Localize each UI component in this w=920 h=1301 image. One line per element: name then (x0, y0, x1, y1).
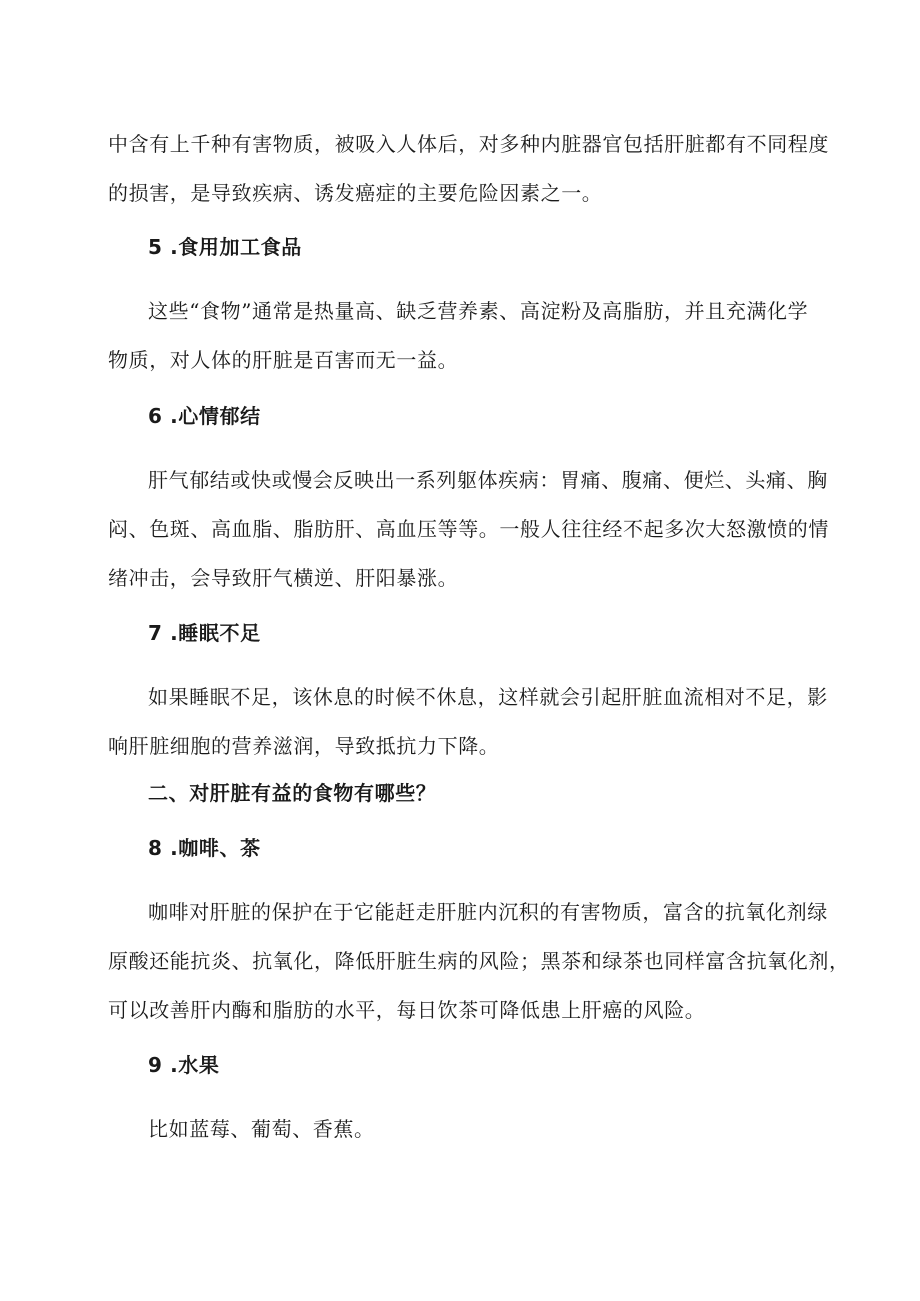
section-5-paragraph-line-1: 这些“食物”通常是热量高、缺乏营养素、高淀粉及高脂肪，并且充满化学 (148, 299, 809, 323)
section-9-paragraph-line-1: 比如蓝莓、葡萄、香蕉。 (148, 1117, 375, 1141)
section-7-heading: 7 .睡眠不足 (148, 621, 261, 645)
section-7-paragraph-line-2: 响肝脏细胞的营养滋润，导致抵抗力下降。 (108, 734, 500, 758)
section-8-paragraph-line-3: 可以改善肝内酶和脂肪的水平，每日饮茶可降低患上肝癌的风险。 (108, 998, 706, 1022)
section-7-paragraph-line-1: 如果睡眠不足，该休息的时候不休息，这样就会引起肝脏血流相对不足，影 (148, 685, 828, 709)
section-5-paragraph-line-2: 物质，对人体的肝脏是百害而无一益。 (108, 348, 459, 372)
section-8-paragraph-line-1: 咖啡对肝脏的保护在于它能赶走肝脏内沉积的有害物质，富含的抗氧化剂绿 (148, 900, 828, 924)
section-8-paragraph-line-2: 原酸还能抗炎、抗氧化，降低肝脏生病的风险；黑茶和绿茶也同样富含抗氧化剂， (108, 949, 850, 973)
section-6-paragraph-line-2: 闷、色斑、高血脂、脂肪肝、高血压等等。一般人往往经不起多次大怒激愤的情 (108, 517, 829, 541)
section-6-paragraph-line-3: 绪冲击，会导致肝气横逆、肝阳暴涨。 (108, 566, 459, 590)
section-6-paragraph-line-1: 肝气郁结或快或慢会反映出一系列躯体疾病：胃痛、腹痛、便烂、头痛、胸 (148, 468, 828, 492)
section-6-heading: 6 .心情郁结 (148, 404, 261, 428)
part-2-heading: 二、对肝脏有益的食物有哪些？ (148, 781, 437, 805)
section-5-heading: 5 .食用加工食品 (148, 235, 302, 259)
intro-paragraph-line-1: 中含有上千种有害物质，被吸入人体后，对多种内脏器官包括肝脏都有不同程度 (108, 132, 829, 156)
section-9-heading: 9 .水果 (148, 1053, 220, 1077)
section-8-heading: 8 .咖啡、茶 (148, 836, 261, 860)
intro-paragraph-line-2: 的损害，是导致疾病、诱发癌症的主要危险因素之一。 (108, 181, 603, 205)
